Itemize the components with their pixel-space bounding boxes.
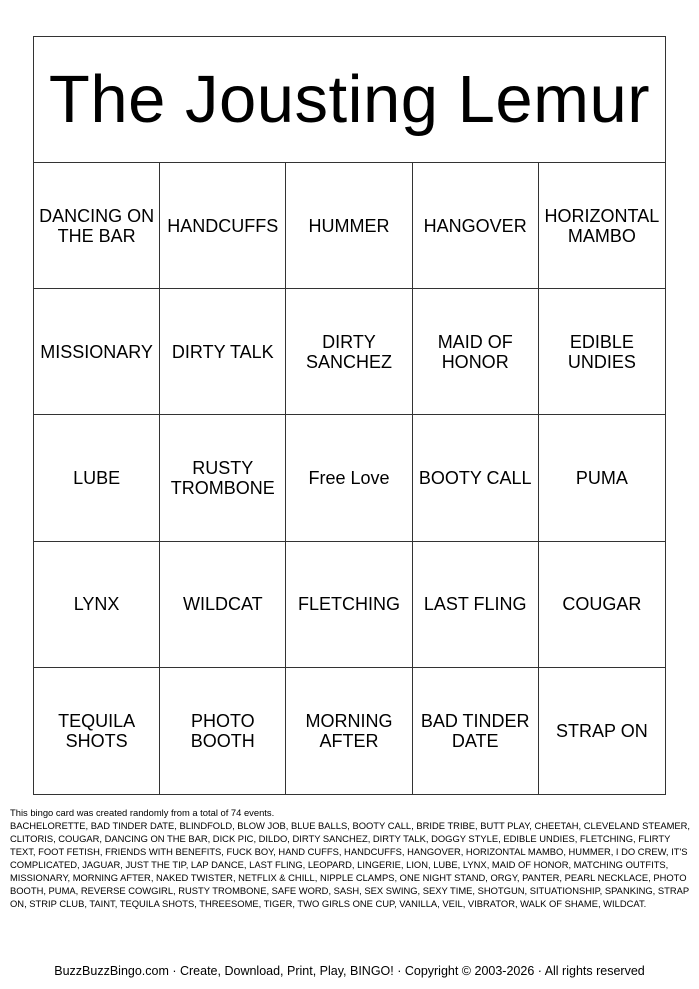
bingo-cell <box>413 163 539 289</box>
bingo-cell <box>413 415 539 541</box>
bingo-cell <box>34 542 160 668</box>
bingo-cell <box>286 289 412 415</box>
bingo-cell <box>539 415 665 541</box>
cell-label: LUBE <box>73 467 121 488</box>
bingo-card <box>33 36 666 795</box>
bingo-cell <box>539 163 665 289</box>
bingo-cell <box>286 542 412 668</box>
bingo-grid <box>34 163 665 794</box>
cell-label: LYNX <box>73 594 120 615</box>
cell-label: EDIBLE UNDIES <box>567 331 636 372</box>
cell-label: STRAP ON <box>556 720 648 741</box>
bingo-cell <box>160 289 286 415</box>
bingo-cell <box>34 668 160 794</box>
footer-copyright: BuzzBuzzBingo.com · Create, Download, Print, Play, BINGO! · Copyright © 2003-2026 · All rights reserved <box>54 964 645 978</box>
bingo-cell <box>413 289 539 415</box>
bingo-cell <box>160 542 286 668</box>
bingo-cell <box>34 163 160 289</box>
cell-label: TEQUILA SHOTS <box>58 710 136 751</box>
event-info-intro: This bingo card was created randomly from a total of 74 events. <box>10 807 275 818</box>
cell-label: LAST FLING <box>423 594 527 615</box>
free-space-label: Free Love <box>308 467 390 488</box>
bingo-cell <box>286 163 412 289</box>
cell-label: HUMMER <box>308 215 390 236</box>
cell-label: COUGAR <box>562 594 642 615</box>
bingo-cell <box>160 415 286 541</box>
cell-label: DIRTY TALK <box>171 341 274 362</box>
bingo-cell <box>539 542 665 668</box>
bingo-cell <box>160 163 286 289</box>
cell-label: HANGOVER <box>423 215 527 236</box>
cell-label: PHOTO BOOTH <box>190 710 255 751</box>
cell-label: BAD TINDER DATE <box>420 710 530 751</box>
card-title: The Jousting Lemur <box>34 37 665 163</box>
cell-label: MISSIONARY <box>40 341 153 362</box>
cell-label: PUMA <box>575 467 628 488</box>
bingo-cell <box>34 289 160 415</box>
cell-label: FLETCHING <box>297 594 400 615</box>
event-list: BACHELORETTE, BAD TINDER DATE, BLINDFOLD, BLOW JOB, BLUE BALLS, BOOTY CALL, BRIDE TRIBE, BUTT PLAY, CHEETAH, CLEVELAND STEAMER, CLITORIS, COUGAR, DANCING ON THE BAR, DICK PIC, DILDO, DIRTY SANCHEZ, DIRTY TALK, DOGGY STYLE, EDIBLE UNDIES, FLETCHING, FLIRTY TEXT, FOOT FETISH, FRIENDS WITH BENEFITS, FUCK BOY, HAND CUFFS, HANDCUFFS, HANGOVER, HORIZONTAL MAMBO, HUMMER, I DO CREW, IT'S COMPLICATED, JAGUAR, JUST THE TIP, LAP DANCE, LAST FLING, LEOPARD, LINGERIE, LION, LUBE, LYNX, MAID OF HONOR, MATCHING OUTFITS, MISSIONARY, MORNING AFTER, NAKED TWISTER, NETFLIX & CHILL, NIPPLE CLAMPS, ONE NIGHT STAND, ORGY, PANTER, PEARL NECKLACE, PHOTO BOOTH, PUMA, REVERSE COWGIRL, RUSTY TROMBONE, SAFE WORD, SASH, SEX SWING, SEXY TIME, SHOTGUN, SITUATIONSHIP, SPANKING, STRAP ON, STRIP CLUB, TAINT, TEQUILA SHOTS, THREESOME, TIGER, TWO GIRLS ONE CUP, VANILLA, VEIL, VIBRATOR, WALK OF SHAME, WILDCAT. <box>10 820 691 909</box>
cell-label: BOOTY CALL <box>418 467 532 488</box>
bingo-cell <box>539 668 665 794</box>
bingo-cell <box>286 668 412 794</box>
cell-label: HORIZONTAL MAMBO <box>544 205 660 246</box>
cell-label: HANDCUFFS <box>167 215 279 236</box>
cell-label: RUSTY TROMBONE <box>170 457 275 498</box>
cell-label: DANCING ON THE BAR <box>39 205 155 246</box>
cell-label: MORNING AFTER <box>305 710 393 751</box>
cell-label: DIRTY SANCHEZ <box>305 331 392 372</box>
bingo-cell <box>539 289 665 415</box>
cell-label: MAID OF HONOR <box>437 331 513 372</box>
bingo-cell <box>413 668 539 794</box>
bingo-cell <box>34 415 160 541</box>
free-space-cell <box>286 415 412 541</box>
bingo-cell <box>413 542 539 668</box>
cell-label: WILDCAT <box>182 594 263 615</box>
bingo-cell <box>160 668 286 794</box>
event-info <box>10 806 692 910</box>
